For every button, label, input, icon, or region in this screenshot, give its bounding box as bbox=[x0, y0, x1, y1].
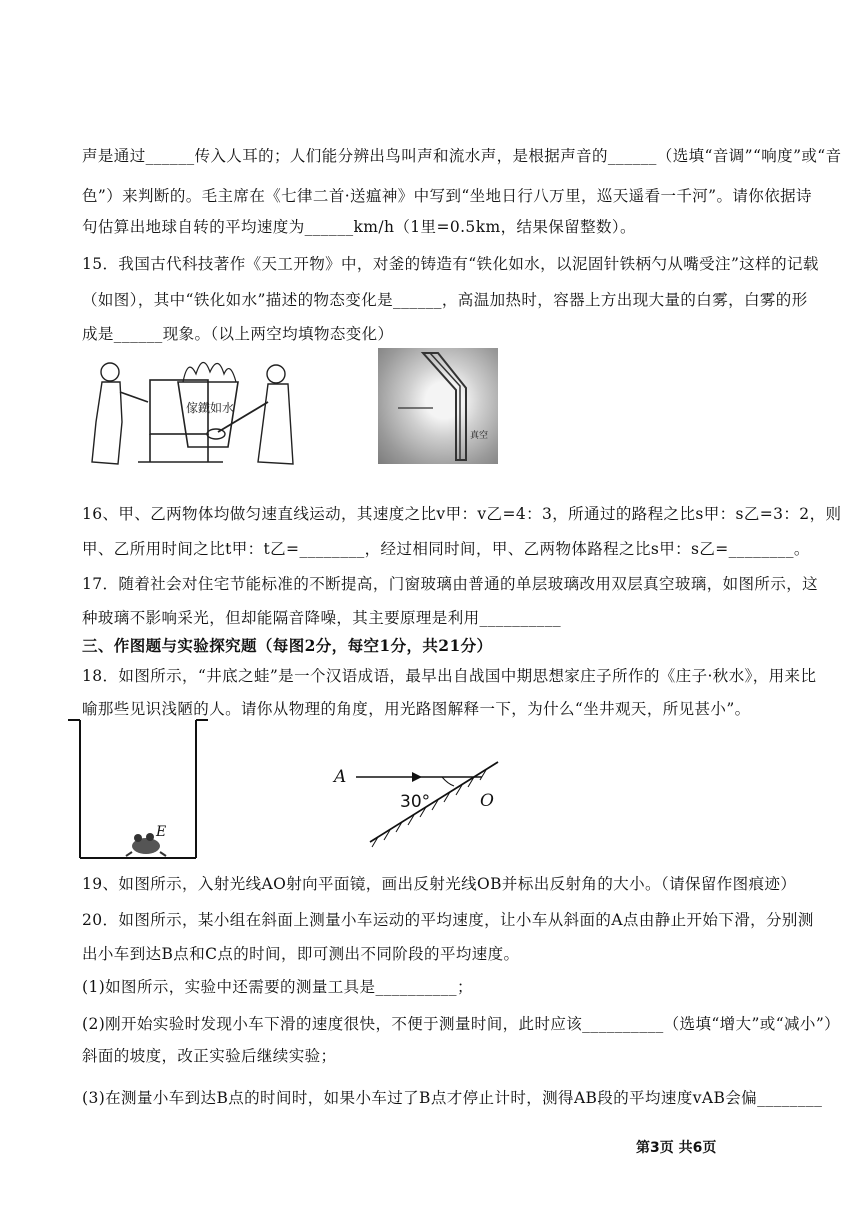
question-18-line-1: 18．如图所示，“井底之蛙”是一个汉语成语，最早出自战国中期思想家庄子所作的《庄子·秋水》，用来比 bbox=[82, 667, 817, 685]
page-number-footer: 第3页 共6页 bbox=[636, 1140, 717, 1156]
question-15-line-1: 15．我国古代科技著作《天工开物》中，对釜的铸造有“铁化如水，以泥固针铁柄勺从嘴受注”这样的记载 bbox=[82, 255, 819, 273]
point-label-o: O bbox=[480, 791, 494, 811]
question-17-line-1: 17．随着社会对住宅节能标准的不断提高，门窗玻璃由普通的单层玻璃改用双层真空玻璃，如图所示，这 bbox=[82, 575, 819, 593]
question-19-line: 19、如图所示，入射光线AO射向平面镜，画出反射光线OB并标出反射角的大小。（请保留作图痕迹） bbox=[82, 875, 797, 893]
text-line-1: 声是通过______传入人耳的；人们能分辨出鸟叫声和流水声，是根据声音的______（选填“音调”“响度”或“音 bbox=[82, 147, 842, 165]
furnace-inscription: 傢鐵如水 bbox=[186, 401, 235, 415]
glass-label: 真空 bbox=[470, 431, 489, 441]
double-glazing-photo bbox=[378, 348, 498, 464]
question-16-line-1: 16、甲、乙两物体均做匀速直线运动，其速度之比v甲：v乙=4：3，所通过的路程之比s甲：s乙=3：2，则 bbox=[82, 505, 842, 523]
question-20-part-3: (3)在测量小车到达B点的时间时，如果小车过了B点才停止计时，测得AB段的平均速度vAB会偏________ bbox=[82, 1089, 823, 1107]
question-20-line-2: 出小车到达B点和C点的时间，即可测出不同阶段的平均速度。 bbox=[82, 945, 520, 963]
question-20-part-2-line-2: 斜面的坡度，改正实验后继续实验； bbox=[82, 1047, 337, 1065]
well-frog-figure bbox=[66, 718, 216, 864]
text-line-3: 句估算出地球自转的平均速度为______km/h（1里=0.5km，结果保留整数）。 bbox=[82, 218, 636, 236]
mirror-reflection-figure bbox=[330, 752, 510, 852]
text-line-2: 色”）来判断的。毛主席在《七律二首·送瘟神》中写到“坐地日行八万里，巡天遥看一千河”。请你依据诗 bbox=[82, 187, 812, 205]
section-3-heading: 三、作图题与实验探究题（每图2分，每空1分，共21分） bbox=[82, 636, 493, 655]
angle-label: 30° bbox=[400, 792, 431, 812]
frog-label: E bbox=[156, 824, 167, 840]
question-17-line-2: 种玻璃不影响采光，但却能隔音降噪，其主要原理是利用__________ bbox=[82, 609, 562, 627]
question-16-line-2: 甲、乙所用时间之比t甲：t乙=________，经过相同时间，甲、乙两物体路程之比s甲：s乙=________。 bbox=[82, 540, 810, 558]
question-20-line-1: 20．如图所示，某小组在斜面上测量小车运动的平均速度，让小车从斜面的A点由静止开始下滑，分别测 bbox=[82, 911, 814, 929]
question-20-part-2-line-1: (2)刚开始实验时发现小车下滑的速度很快，不便于测量时间，此时应该__________（选填“增大”或“减小”） bbox=[82, 1015, 841, 1033]
arrow-icon bbox=[412, 772, 422, 782]
question-18-line-2: 喻那些见识浅陋的人。请你从物理的角度，用光路图解释一下，为什么“坐井观天，所见甚小”。 bbox=[82, 700, 751, 718]
question-15-line-3: 成是______现象。（以上两空均填物态变化） bbox=[82, 325, 394, 343]
question-15-line-2: （如图），其中“铁化如水”描述的物态变化是______，高温加热时，容器上方出现大量的白雾，白雾的形 bbox=[82, 291, 808, 309]
ray-label-a: A bbox=[334, 767, 347, 787]
question-20-part-1: (1)如图所示，实验中还需要的测量工具是__________； bbox=[82, 978, 473, 996]
casting-illustration bbox=[78, 352, 328, 482]
